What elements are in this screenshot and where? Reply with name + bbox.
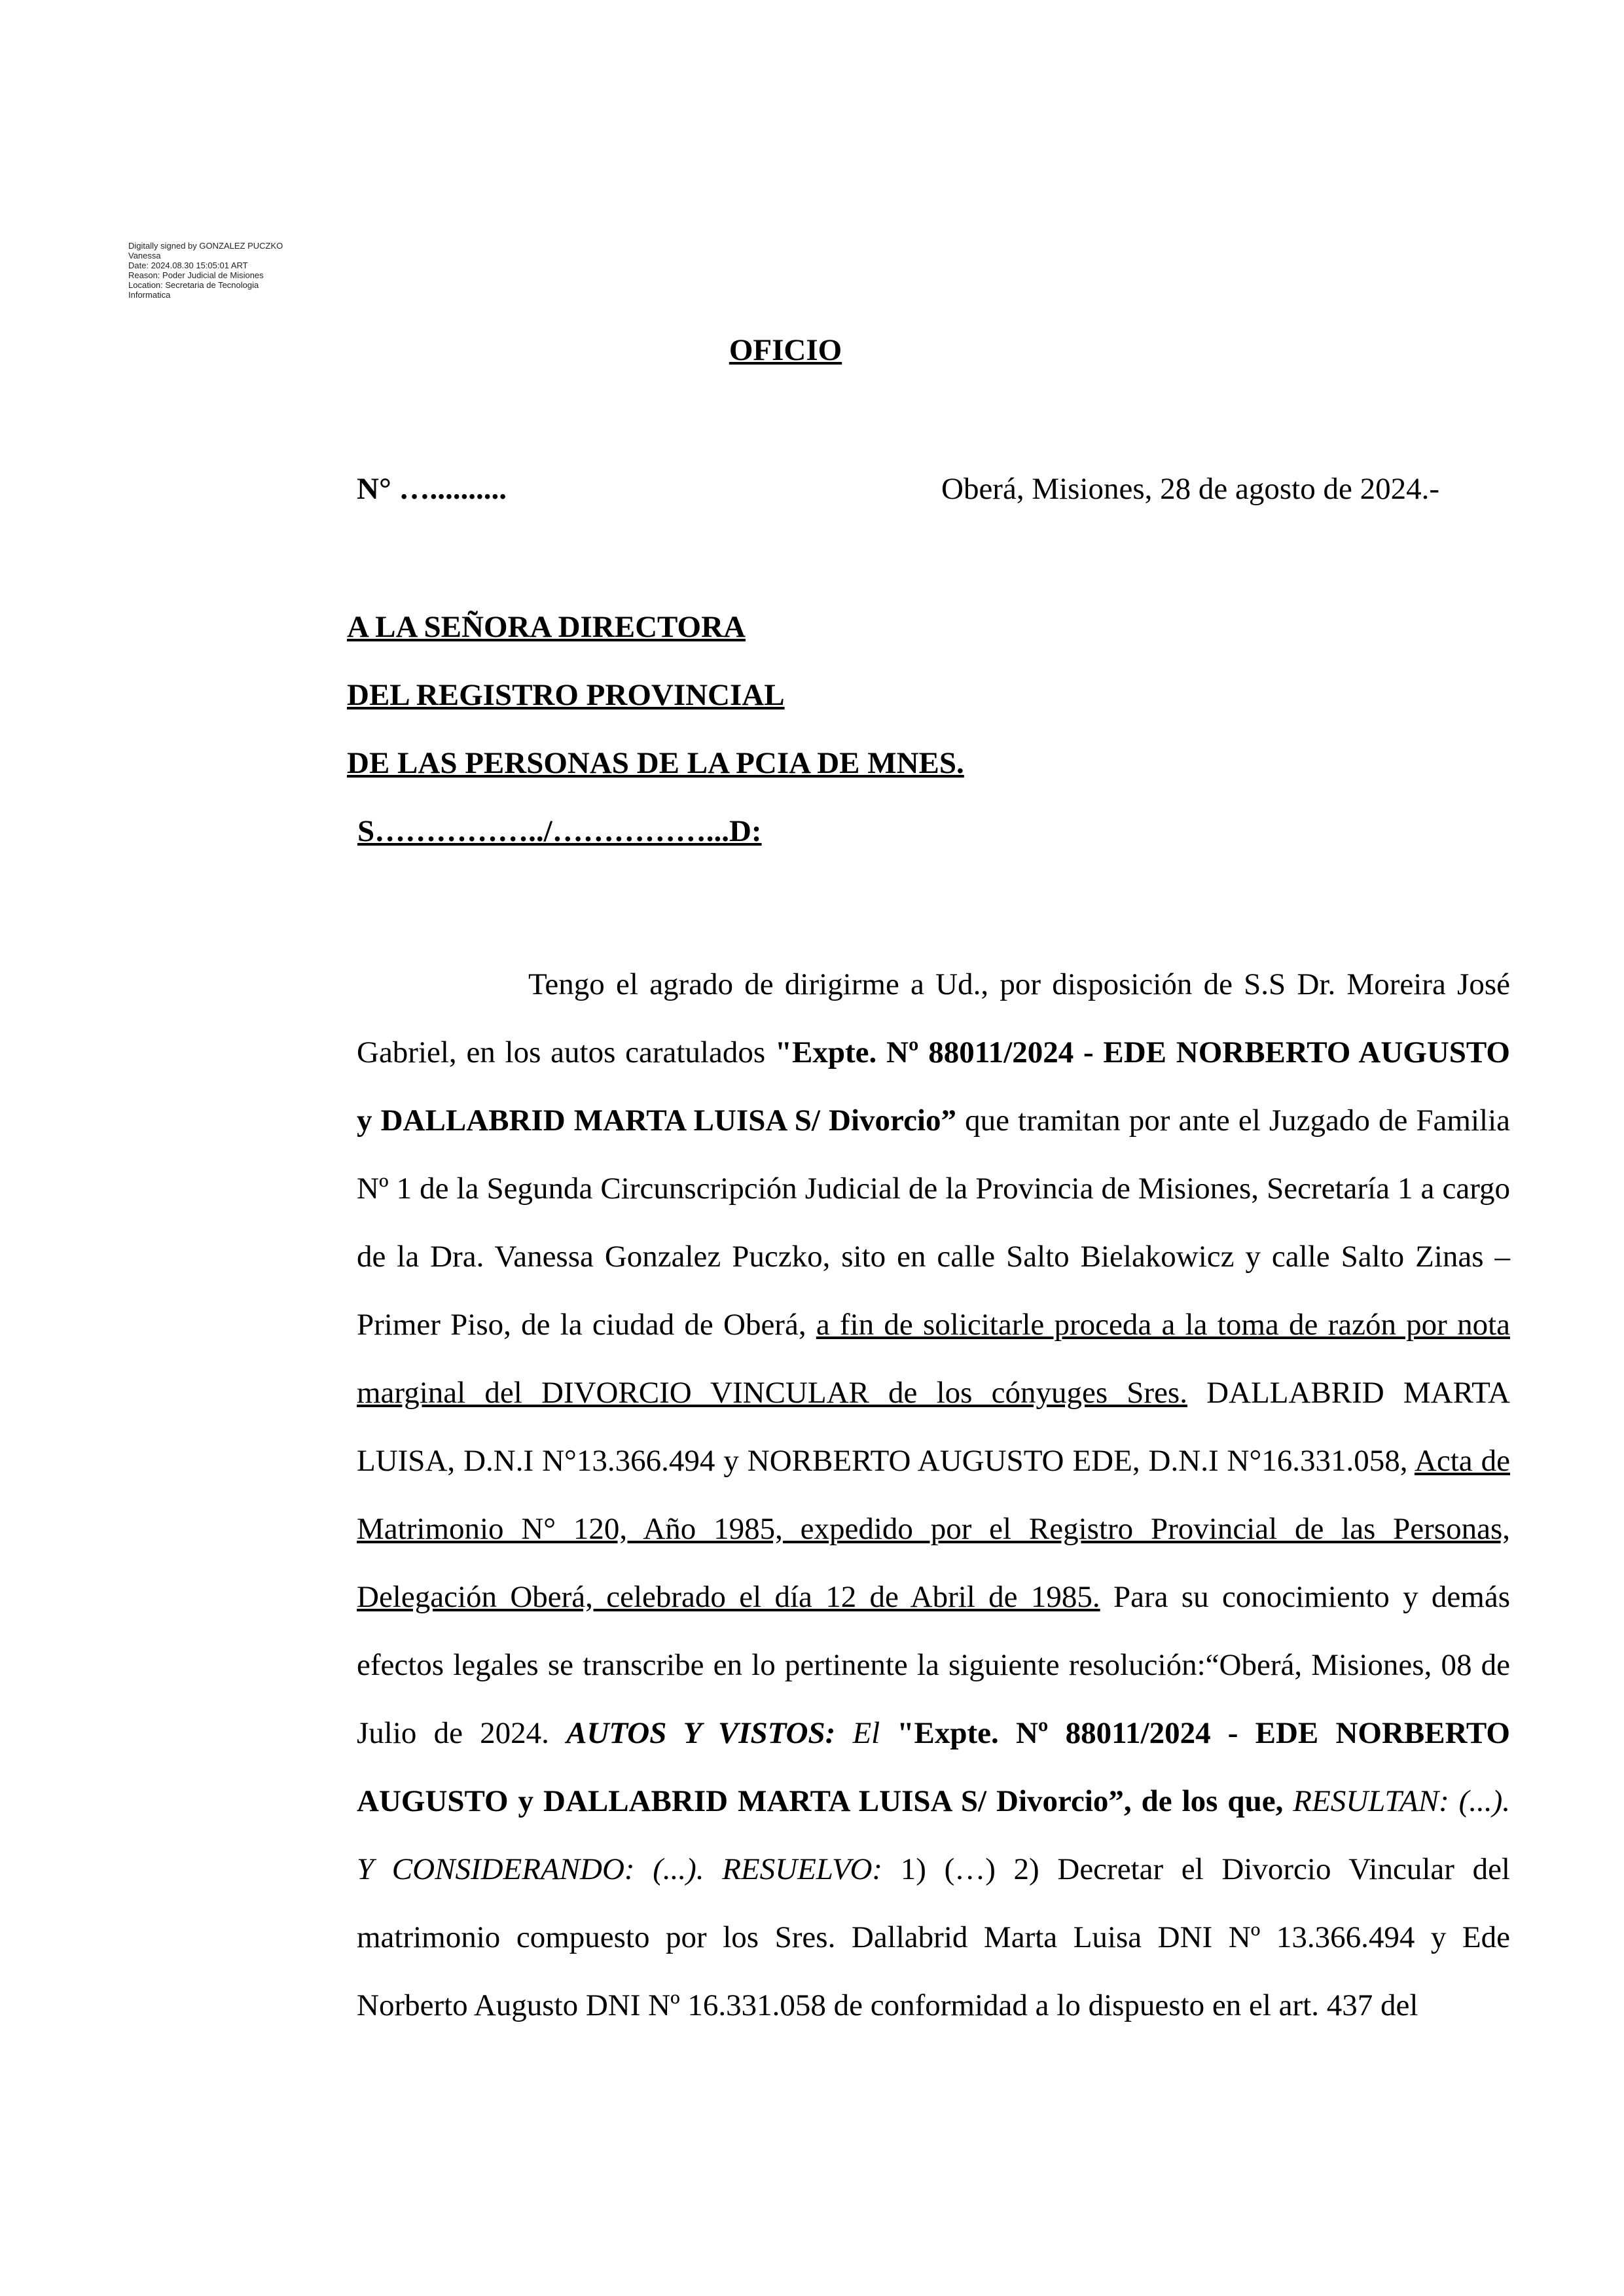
body-text-segment: DALLABRID MARTA LUISA, D.N.I N°13.366.494 y NORBERTO AUGUSTO EDE, D.N.I N°16.331.058,: [357, 1376, 1510, 1478]
document-title: OFICIO: [729, 333, 842, 367]
signature-line: Reason: Poder Judicial de Misiones: [128, 270, 264, 280]
body-text-segment: Tengo el agrado de dirigirme a Ud., por disposición de S.S Dr. Moreira José Gabriel, en los autos caratulados: [357, 967, 1510, 1069]
signature-line: Date: 2024.08.30 15:05:01 ART: [128, 260, 248, 270]
marriage-record: Acta de Matrimonio N° 120, Año 1985, expedido por el Registro Provincial de las Personas, Delegación Oberá, celebrado el día 12 de Abril de 1985.: [357, 1444, 1510, 1614]
addressee-line: DE LAS PERSONAS DE LA PCIA DE MNES.: [347, 746, 964, 780]
signature-line: Vanessa: [128, 251, 161, 260]
signature-line: Location: Secretaria de Tecnologia: [128, 280, 259, 290]
signature-line: Digitally signed by GONZALEZ PUCZKO: [128, 241, 283, 251]
request-text: a fin de solicitarle proceda a la toma de razón por nota marginal del DIVORCIO VINCULAR de los cónyuges Sres.: [357, 1308, 1510, 1410]
addressee-line: A LA SEÑORA DIRECTORA: [347, 610, 746, 644]
autos-y-vistos: AUTOS Y VISTOS:: [566, 1716, 836, 1750]
addressee-line: DEL REGISTRO PROVINCIAL: [347, 678, 785, 712]
body-text-segment: que tramitan por ante el Juzgado de Familia Nº 1 de la Segunda Circunscripción Judicial de la Provincia de Misiones, Secretaría 1 a cargo de la Dra. Vanessa Gonzalez Puczko, sito en calle Salto Bielakowicz y calle Salto Zinas – Primer Piso, de la ciudad de Oberá,: [357, 1103, 1510, 1342]
digital-signature-block: [128, 241, 351, 300]
case-title-repeat: "Expte. Nº 88011/2024 - EDE NORBERTO AUGUSTO y DALLABRID MARTA LUISA S/ Divorcio”, de los que,: [357, 1716, 1510, 1818]
case-title: "Expte. Nº 88011/2024 - EDE NORBERTO AUGUSTO y DALLABRID MARTA LUISA S/ Divorcio”: [357, 1035, 1510, 1138]
oficio-number: N° …..........: [357, 472, 507, 506]
document-date: Oberá, Misiones, 28 de agosto de 2024.-: [941, 472, 1439, 506]
body-text-segment: Para su conocimiento y demás efectos legales se transcribe en lo pertinente la siguiente resolución:“Oberá, Misiones, 08 de Julio de 2024.: [357, 1580, 1510, 1750]
resolution-headings: RESULTAN: (...). Y CONSIDERANDO: (...). RESUELVO:: [357, 1784, 1510, 1886]
body-text-segment: El: [835, 1716, 897, 1750]
addressee-salutation: S……………../……………...D:: [357, 814, 762, 848]
body-text-segment: 1) (…) 2) Decretar el Divorcio Vincular del matrimonio compuesto por los Sres. Dallabrid Marta Luisa DNI Nº 13.366.494 y Ede Norberto Augusto DNI Nº 16.331.058 de conformidad a lo dispuesto en el art. 437 del: [357, 1852, 1510, 2022]
addressee-block: [347, 607, 964, 880]
signature-line: Informatica: [128, 290, 171, 300]
body-paragraph: [357, 950, 1510, 2039]
